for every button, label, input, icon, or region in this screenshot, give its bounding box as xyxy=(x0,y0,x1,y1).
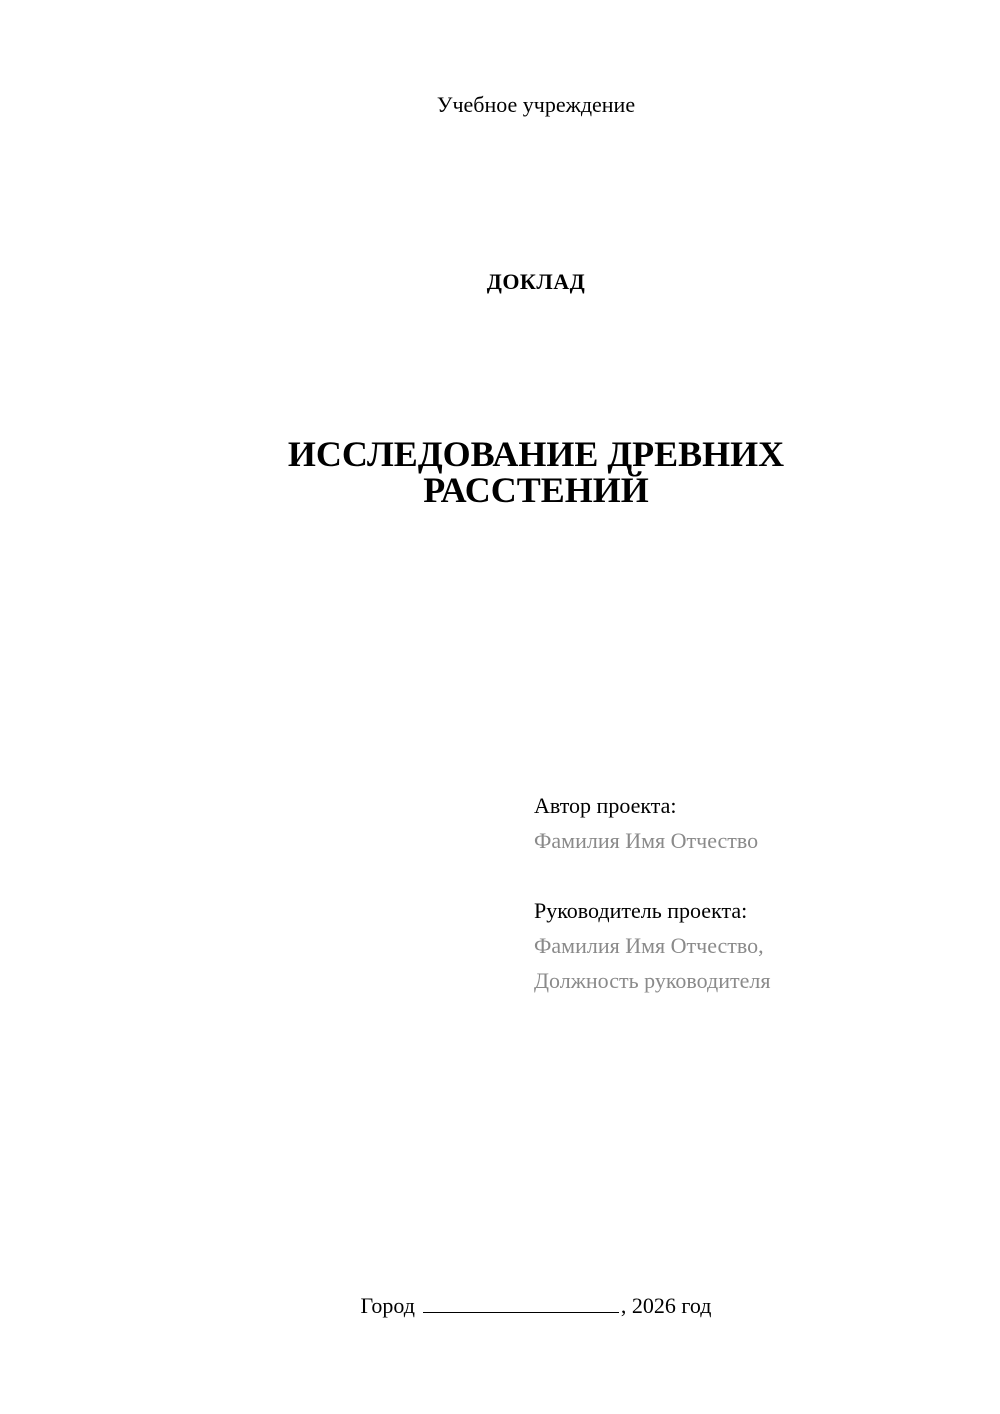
document-title xyxy=(0,436,1000,508)
credits-spacer xyxy=(534,858,974,893)
supervisor-position: Должность руководителя xyxy=(534,968,771,993)
city-year-line xyxy=(0,1290,1000,1321)
supervisor-name: Фамилия Имя Отчество, xyxy=(534,933,764,958)
supervisor-label: Руководитель проекта: xyxy=(534,898,748,923)
author-label: Автор проекта: xyxy=(534,793,677,818)
title-line-2: РАССТЕНИЙ xyxy=(423,470,649,510)
title-line-1: ИССЛЕДОВАНИЕ ДРЕВНИХ xyxy=(287,434,785,474)
institution-name: Учебное учреждение xyxy=(436,92,636,117)
city-label: Город xyxy=(360,1293,415,1318)
document-type: ДОКЛАД xyxy=(486,269,586,294)
credits-block xyxy=(534,788,974,998)
author-name: Фамилия Имя Отчество xyxy=(534,828,759,853)
year-text: , 2026 год xyxy=(620,1293,712,1318)
city-blank-line xyxy=(423,1290,619,1313)
